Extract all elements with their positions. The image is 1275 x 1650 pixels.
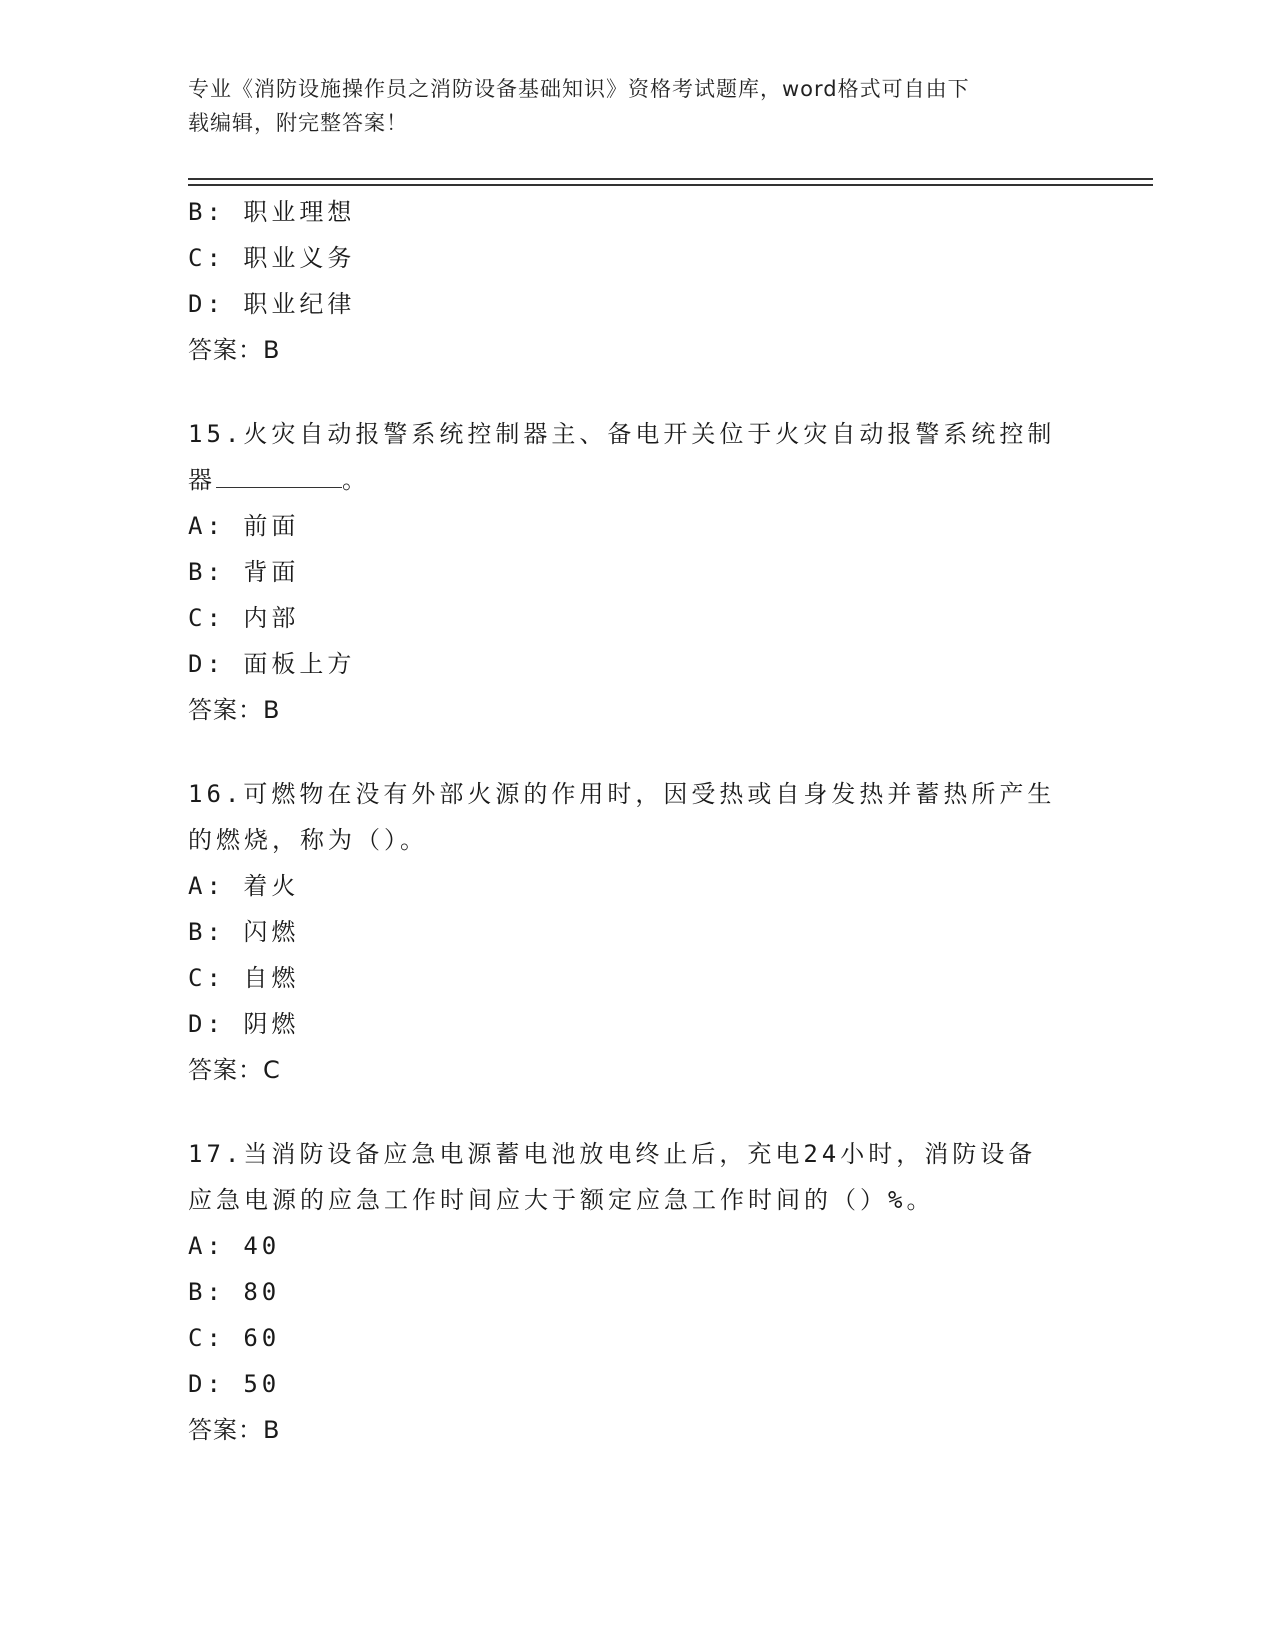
option-b: B: 闪燃 xyxy=(188,918,300,946)
option-b: B: 背面 xyxy=(188,558,300,586)
question-stem-line-2 xyxy=(188,457,1088,503)
answer-line: 答案：C xyxy=(188,1056,281,1084)
stem-suffix: 。 xyxy=(342,466,370,494)
option-a: A: 40 xyxy=(188,1232,281,1260)
question-stem-line-2: 的燃烧，称为（）。 xyxy=(188,826,428,854)
header-line-2: 载编辑，附完整答案！ xyxy=(188,111,408,135)
question-stem-line-2: 应急电源的应急工作时间应大于额定应急工作时间的（）%。 xyxy=(188,1186,935,1214)
partial-question xyxy=(188,189,1088,373)
option-b: B: 职业理想 xyxy=(188,198,356,226)
option-d: D: 职业纪律 xyxy=(188,290,356,318)
fill-in-blank xyxy=(216,463,342,488)
option-c: C: 60 xyxy=(188,1324,281,1352)
option-c: C: 自燃 xyxy=(188,964,300,992)
question-15 xyxy=(188,411,1088,733)
question-16 xyxy=(188,771,1088,1093)
option-a: A: 前面 xyxy=(188,512,300,540)
answer-line: 答案：B xyxy=(188,336,281,364)
document-header xyxy=(188,72,1068,140)
question-stem-line-1: 16.可燃物在没有外部火源的作用时，因受热或自身发热并蓄热所产生 xyxy=(188,780,1056,808)
option-d: D: 阴燃 xyxy=(188,1010,300,1038)
answer-line: 答案：B xyxy=(188,696,281,724)
question-stem-line-1: 15.火灾自动报警系统控制器主、备电开关位于火灾自动报警系统控制 xyxy=(188,420,1056,448)
option-d: D: 面板上方 xyxy=(188,650,356,678)
option-b: B: 80 xyxy=(188,1278,281,1306)
header-line-1: 专业《消防设施操作员之消防设备基础知识》资格考试题库，word格式可自由下 xyxy=(188,77,970,101)
header-divider-bottom xyxy=(188,184,1153,186)
header-divider-top xyxy=(188,178,1153,180)
answer-line: 答案：B xyxy=(188,1416,281,1444)
option-c: C: 内部 xyxy=(188,604,300,632)
option-c: C: 职业义务 xyxy=(188,244,356,272)
question-stem-line-1: 17.当消防设备应急电源蓄电池放电终止后，充电24小时，消防设备 xyxy=(188,1140,1037,1168)
question-list xyxy=(188,189,1088,1453)
option-a: A: 着火 xyxy=(188,872,300,900)
option-d: D: 50 xyxy=(188,1370,281,1398)
stem-prefix: 器 xyxy=(188,466,216,494)
question-17 xyxy=(188,1131,1088,1453)
